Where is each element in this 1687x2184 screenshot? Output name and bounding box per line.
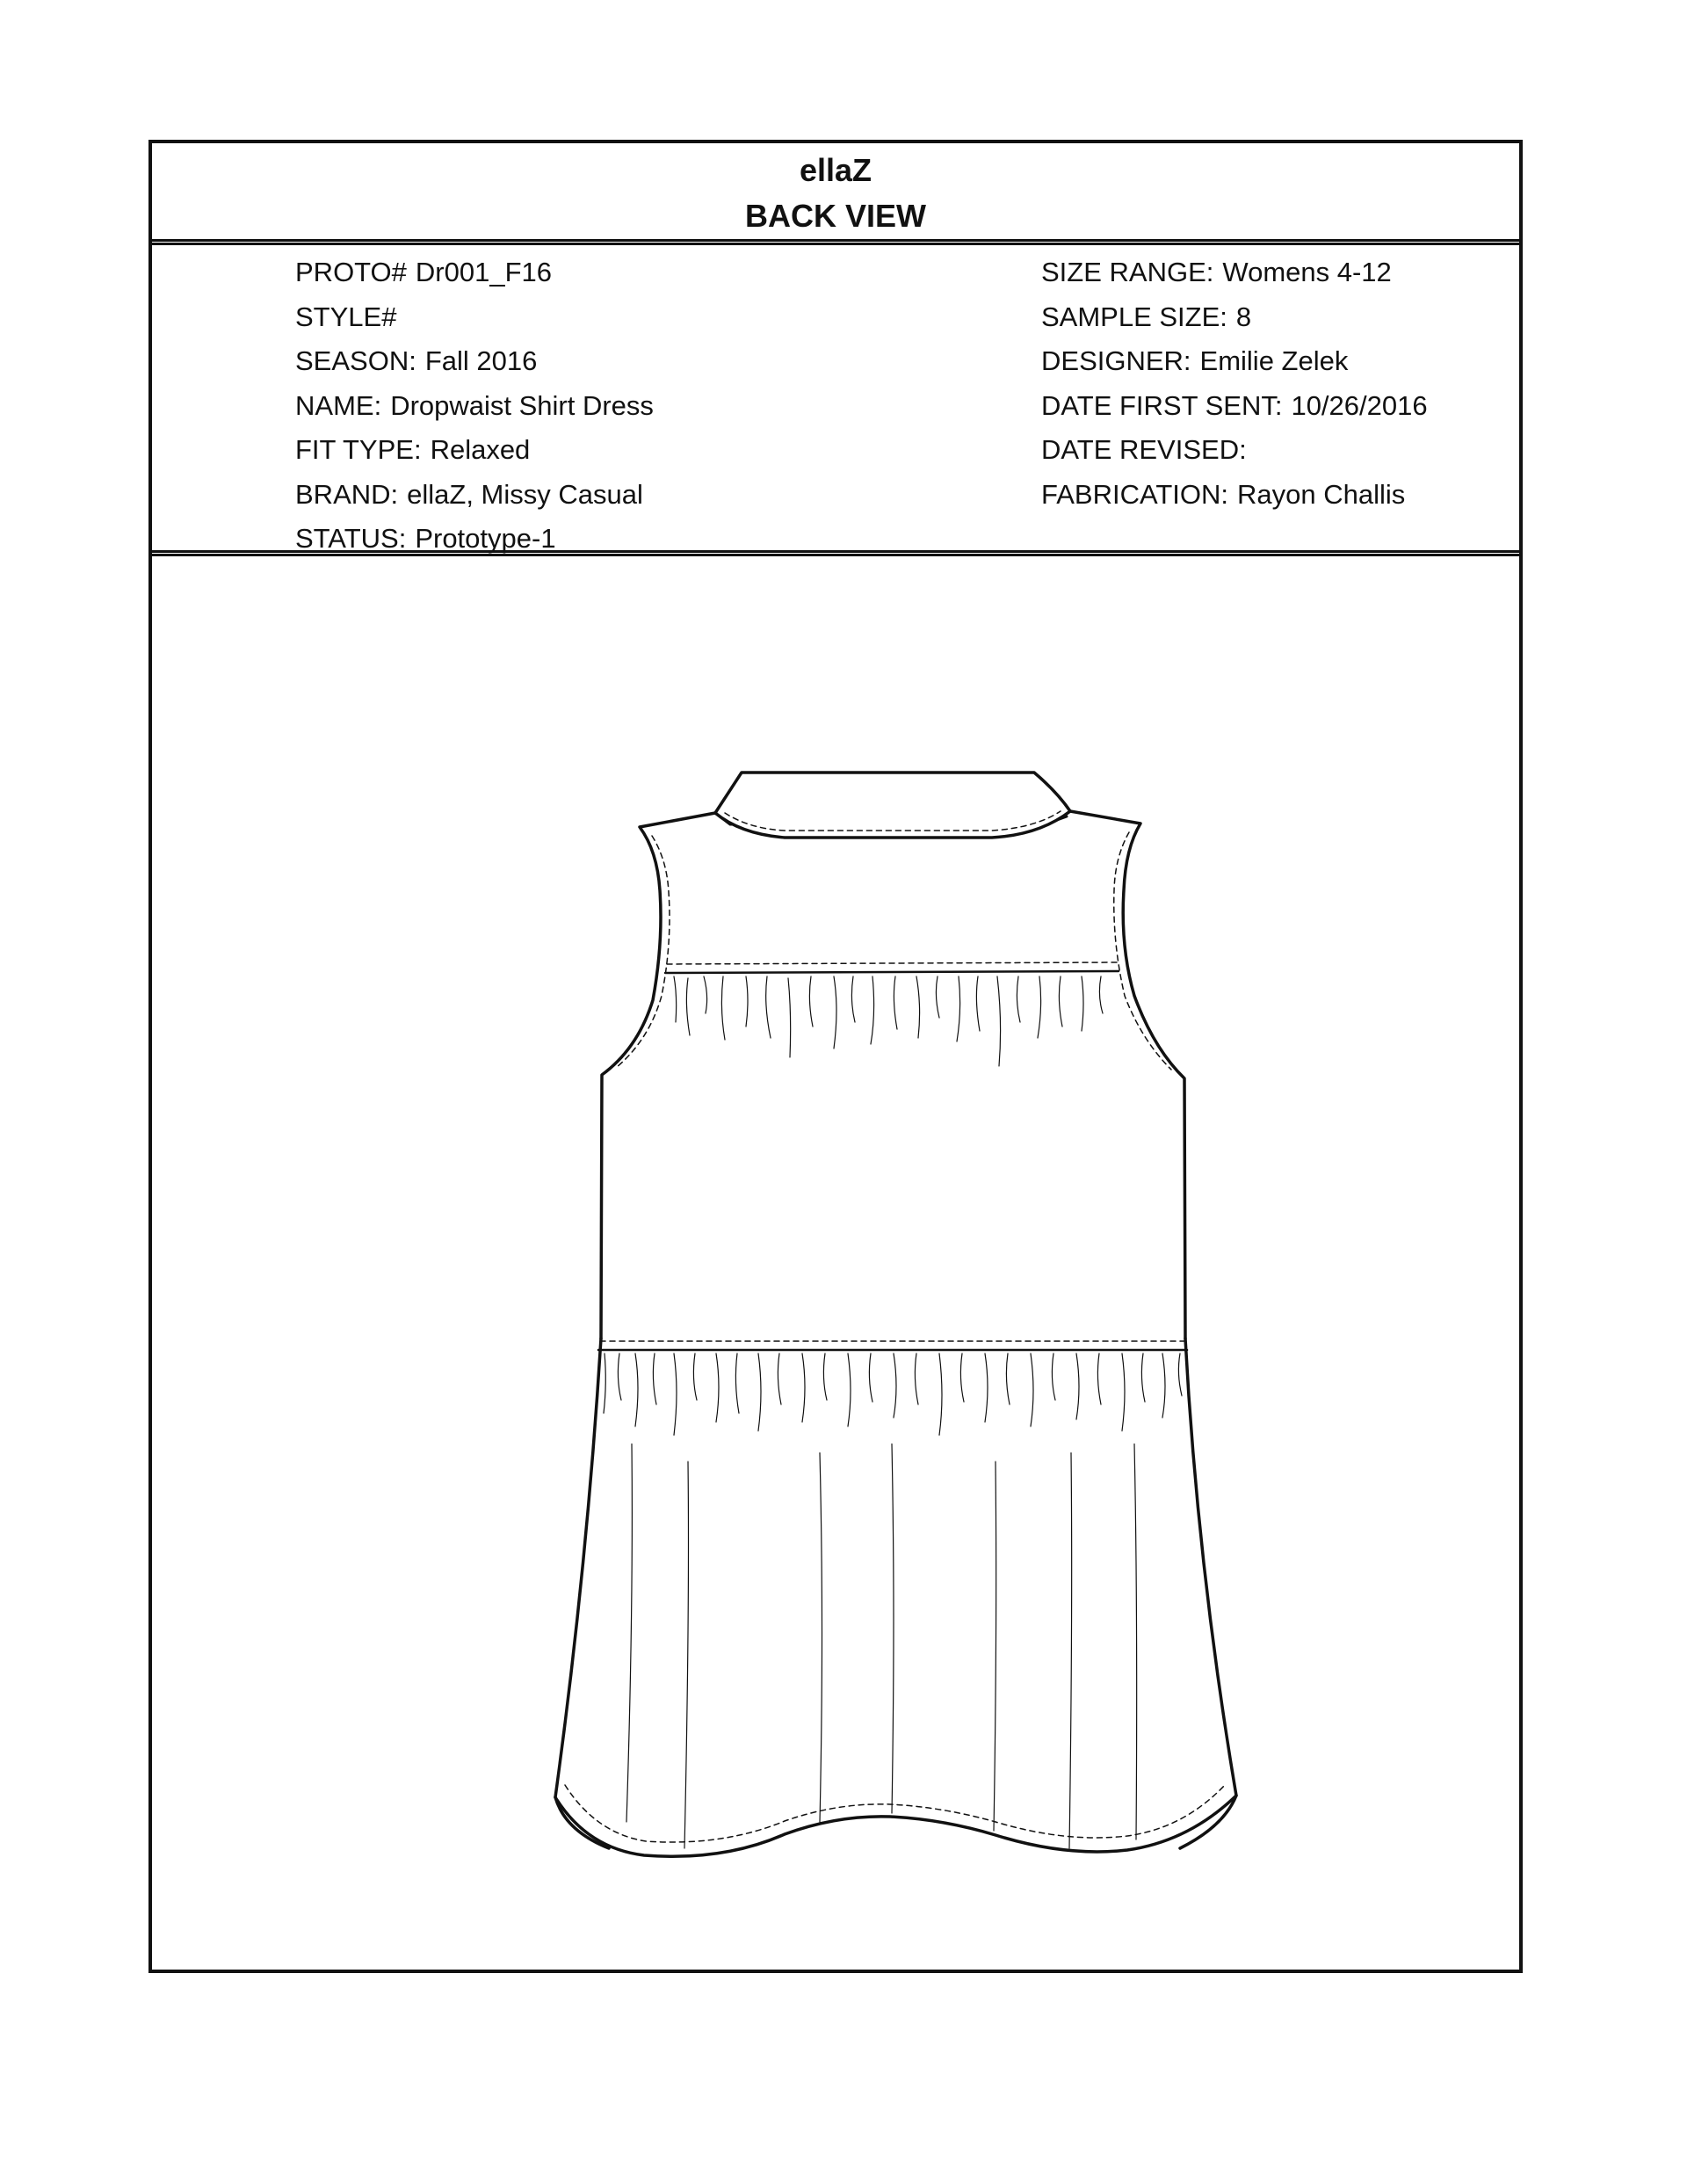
brand-title: ellaZ: [799, 152, 872, 188]
spec-label: DATE FIRST SENT:: [1041, 389, 1283, 421]
spec-label: STATUS:: [295, 523, 407, 554]
bodice-left-outline: [601, 813, 715, 1339]
spec-value: Womens 4-12: [1222, 257, 1392, 287]
spec-value: Emilie Zelek: [1199, 345, 1349, 376]
skirt-left-outline: [555, 1339, 609, 1848]
spec-row-season: [295, 339, 654, 384]
spec-row-date-revised: [1041, 428, 1428, 473]
sheet-header: [152, 143, 1519, 242]
spec-label: NAME:: [295, 389, 382, 421]
spec-label: PROTO#: [295, 257, 407, 287]
spec-column-left: [295, 250, 654, 562]
yoke-gathers: [674, 976, 1103, 1066]
skirt-drape-lines: [626, 1444, 1137, 1848]
dress-back-sketch: [152, 556, 1519, 1963]
spec-row-style: [295, 295, 654, 340]
yoke-seam: [665, 971, 1119, 973]
skirt-gathers: [604, 1353, 1182, 1435]
spec-value: ellaZ, Missy Casual: [407, 478, 643, 510]
spec-value: Rayon Challis: [1237, 478, 1406, 510]
spec-value: Relaxed: [430, 434, 531, 465]
spec-row-fit-type: [295, 428, 654, 473]
spec-value: Fall 2016: [424, 345, 538, 376]
spec-value: Dropwaist Shirt Dress: [390, 389, 654, 421]
spec-row-name: [295, 384, 654, 429]
spec-label: SIZE RANGE:: [1041, 257, 1214, 287]
spec-label: BRAND:: [295, 478, 399, 510]
spec-label: SAMPLE SIZE:: [1041, 301, 1227, 332]
spec-label: STYLE#: [295, 301, 397, 332]
spec-label: SEASON:: [295, 345, 416, 376]
spec-label: DATE REVISED:: [1041, 434, 1247, 465]
spec-label: FABRICATION:: [1041, 478, 1229, 510]
yoke-topstitch: [667, 962, 1117, 964]
spec-value: 8: [1235, 301, 1252, 332]
view-title: BACK VIEW: [745, 198, 926, 234]
skirt-right-outline: [1180, 1339, 1236, 1848]
spec-value: Prototype-1: [415, 523, 556, 554]
spec-column-right: [1041, 250, 1428, 517]
spec-divider: [152, 550, 1519, 556]
spec-value: 10/26/2016: [1291, 389, 1428, 421]
armhole-topstitch-right: [1114, 832, 1171, 1070]
spec-row-fabrication: [1041, 473, 1428, 518]
header-divider: [152, 239, 1519, 245]
spec-row-proto: [295, 250, 654, 295]
flat-sketch-area: [152, 556, 1519, 1970]
spec-row-designer: [1041, 339, 1428, 384]
spec-row-brand: [295, 473, 654, 518]
tech-pack-sheet: [148, 140, 1523, 1973]
skirt-hem: [555, 1796, 1236, 1856]
spec-value: Dr001_F16: [415, 257, 552, 287]
spec-label: DESIGNER:: [1041, 345, 1191, 376]
spec-label: FIT TYPE:: [295, 434, 422, 465]
spec-block: [152, 247, 1519, 554]
armhole-topstitch-left: [616, 836, 670, 1068]
spec-row-date-first-sent: [1041, 384, 1428, 429]
spec-row-size-range: [1041, 250, 1428, 295]
spec-row-sample-size: [1041, 295, 1428, 340]
bodice-right-outline: [1070, 811, 1185, 1339]
hem-topstitch: [565, 1784, 1226, 1842]
